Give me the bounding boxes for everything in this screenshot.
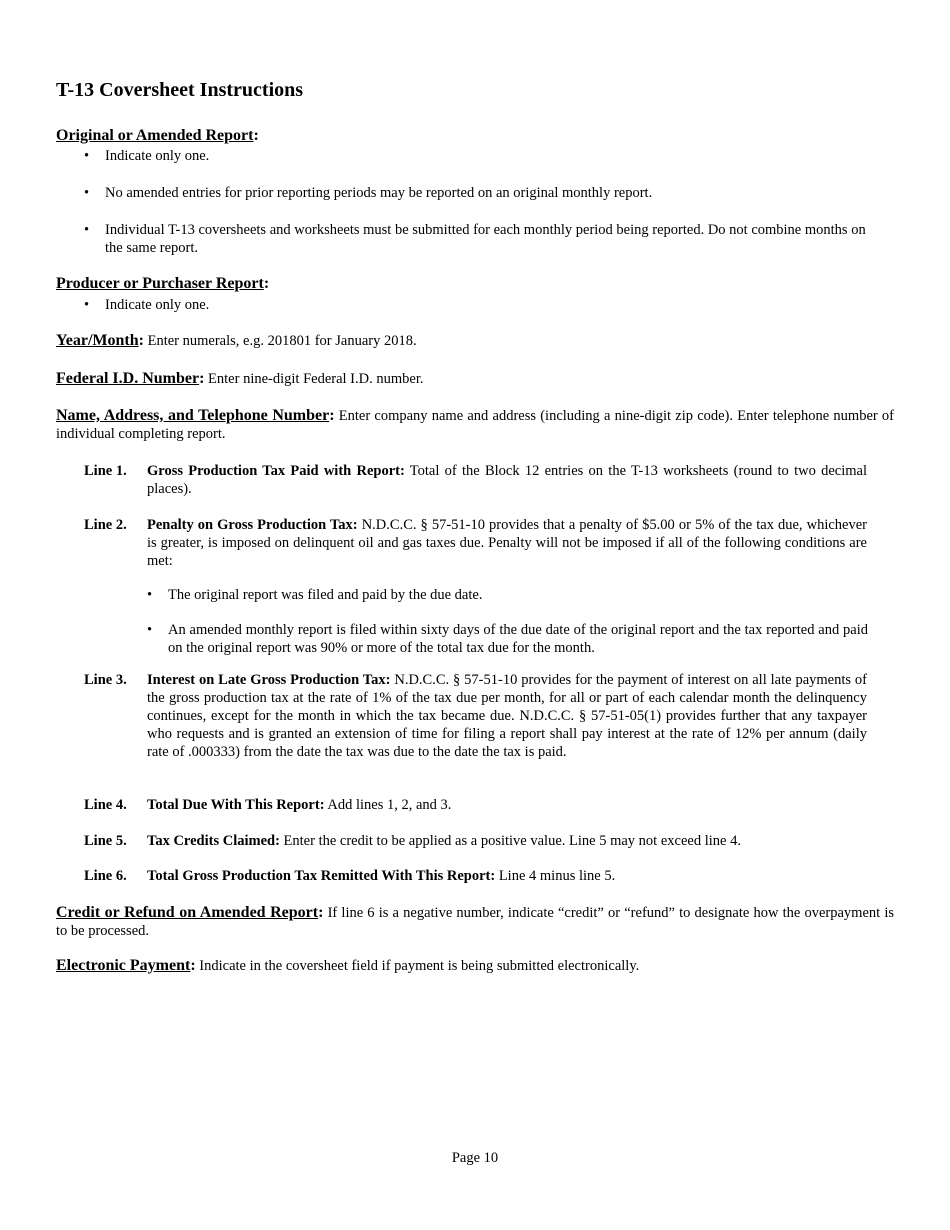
producer-purchaser-heading: Producer or Purchaser Report:	[56, 275, 270, 292]
year-month-paragraph: Year/Month: Enter numerals, e.g. 201801 for January 2018.	[56, 332, 417, 349]
electronic-payment-paragraph: Electronic Payment: Indicate in the coversheet field if payment is being submitted electronically.	[56, 957, 640, 974]
credit-refund-paragraph: Credit or Refund on Amended Report: If line 6 is a negative number, indicate “credit” or “refund” to designate how the overpayment is to be processed.	[56, 904, 894, 939]
federal-id-paragraph: Federal I.D. Number: Enter nine-digit Federal I.D. number.	[56, 370, 424, 387]
original-amended-heading: Original or Amended Report:	[56, 127, 259, 144]
name-address-paragraph: Name, Address, and Telephone Number: Enter company name and address (including a nine-digit zip code). Enter telephone number of individual completing report.	[56, 407, 895, 442]
page-number: Page 10	[451, 1150, 499, 1166]
page-title: T-13 Coversheet Instructions	[56, 79, 304, 101]
